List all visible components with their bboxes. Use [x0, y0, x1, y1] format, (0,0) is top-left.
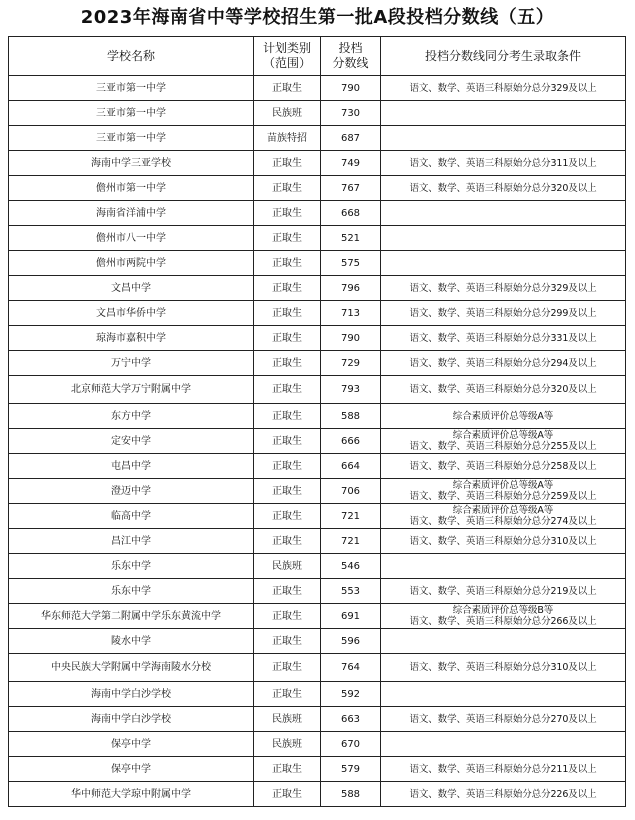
table-row — [9, 654, 626, 682]
school-name-cell: 三亚市第一中学 — [9, 76, 254, 101]
condition-line: 语文、数学、英语三科原始分总分329及以上 — [409, 82, 597, 94]
table-row — [9, 301, 626, 326]
school-name-cell: 海南省洋浦中学 — [9, 201, 254, 226]
score-cell: 793 — [321, 376, 381, 404]
table-row — [9, 732, 626, 757]
plan-type-cell: 正取生 — [254, 201, 321, 226]
table-row — [9, 101, 626, 126]
condition-cell — [381, 604, 626, 629]
plan-type-cell: 正取生 — [254, 529, 321, 554]
condition-line: 语文、数学、英语三科原始分总分226及以上 — [409, 788, 597, 800]
condition-cell — [381, 707, 626, 732]
plan-type-cell: 正取生 — [254, 504, 321, 529]
condition-cell — [381, 757, 626, 782]
score-cell: 691 — [321, 604, 381, 629]
plan-type-cell: 民族班 — [254, 732, 321, 757]
condition-cell — [381, 579, 626, 604]
condition-cell — [381, 301, 626, 326]
condition-cell — [381, 226, 626, 251]
plan-type-cell: 正取生 — [254, 351, 321, 376]
plan-type-cell: 正取生 — [254, 654, 321, 682]
header-score-line1: 投档 — [338, 41, 363, 55]
score-cell: 668 — [321, 201, 381, 226]
school-name-cell: 万宁中学 — [9, 351, 254, 376]
header-school: 学校名称 — [9, 37, 254, 76]
table-row — [9, 479, 626, 504]
score-cell: 666 — [321, 429, 381, 454]
condition-cell — [381, 126, 626, 151]
plan-type-cell: 正取生 — [254, 251, 321, 276]
score-cell: 592 — [321, 682, 381, 707]
score-cell: 729 — [321, 351, 381, 376]
score-cell: 790 — [321, 326, 381, 351]
score-cell: 790 — [321, 76, 381, 101]
condition-line: 语文、数学、英语三科原始分总分219及以上 — [409, 585, 597, 597]
school-name-cell: 乐东中学 — [9, 579, 254, 604]
school-name-cell: 海南中学白沙学校 — [9, 707, 254, 732]
condition-line: 语文、数学、英语三科原始分总分329及以上 — [409, 282, 597, 294]
header-type-line1: 计划类别 — [262, 41, 311, 55]
plan-type-cell: 正取生 — [254, 454, 321, 479]
condition-cell — [381, 629, 626, 654]
plan-type-cell: 正取生 — [254, 404, 321, 429]
school-name-cell: 儋州市第一中学 — [9, 176, 254, 201]
page-title: 2023年海南省中等学校招生第一批A段投档分数线（五） — [80, 7, 555, 28]
table-row — [9, 454, 626, 479]
table-row — [9, 151, 626, 176]
school-name-cell: 海南中学白沙学校 — [9, 682, 254, 707]
condition-cell — [381, 504, 626, 529]
plan-type-cell: 正取生 — [254, 682, 321, 707]
condition-line: 语文、数学、英语三科原始分总分270及以上 — [409, 713, 597, 725]
score-cell: 721 — [321, 529, 381, 554]
condition-line: 语文、数学、英语三科原始分总分211及以上 — [409, 763, 597, 775]
table-row — [9, 629, 626, 654]
table-row — [9, 251, 626, 276]
condition-line: 语文、数学、英语三科原始分总分259及以上 — [409, 491, 597, 502]
score-cell: 553 — [321, 579, 381, 604]
score-cell: 588 — [321, 404, 381, 429]
score-cell: 546 — [321, 554, 381, 579]
condition-cell — [381, 682, 626, 707]
table-row — [9, 176, 626, 201]
table-row — [9, 682, 626, 707]
score-cell: 713 — [321, 301, 381, 326]
condition-line: 综合素质评价总等级A等 — [452, 430, 554, 441]
condition-cell — [381, 732, 626, 757]
school-name-cell: 三亚市第一中学 — [9, 101, 254, 126]
plan-type-cell: 民族班 — [254, 707, 321, 732]
school-name-cell: 北京师范大学万宁附属中学 — [9, 376, 254, 404]
table-row — [9, 429, 626, 454]
plan-type-cell: 正取生 — [254, 76, 321, 101]
condition-cell — [381, 351, 626, 376]
plan-type-cell: 正取生 — [254, 629, 321, 654]
school-name-cell: 海南中学三亚学校 — [9, 151, 254, 176]
table-row — [9, 351, 626, 376]
plan-type-cell: 正取生 — [254, 376, 321, 404]
condition-cell — [381, 429, 626, 454]
table-row — [9, 404, 626, 429]
condition-cell — [381, 176, 626, 201]
table-row — [9, 782, 626, 807]
condition-line: 综合素质评价总等级A等 — [452, 410, 554, 422]
condition-line: 语文、数学、英语三科原始分总分299及以上 — [409, 307, 597, 319]
condition-line: 语文、数学、英语三科原始分总分331及以上 — [409, 332, 597, 344]
school-name-cell: 三亚市第一中学 — [9, 126, 254, 151]
condition-line: 语文、数学、英语三科原始分总分311及以上 — [409, 157, 597, 169]
plan-type-cell: 民族班 — [254, 101, 321, 126]
table-row — [9, 226, 626, 251]
condition-cell — [381, 101, 626, 126]
plan-type-cell: 正取生 — [254, 579, 321, 604]
condition-line: 综合素质评价总等级A等 — [452, 480, 554, 491]
plan-type-cell: 正取生 — [254, 276, 321, 301]
school-name-cell: 中央民族大学附属中学海南陵水分校 — [9, 654, 254, 682]
header-score — [321, 37, 381, 76]
table-row — [9, 579, 626, 604]
school-name-cell: 文昌中学 — [9, 276, 254, 301]
table-body — [9, 76, 626, 807]
school-name-cell: 保亭中学 — [9, 757, 254, 782]
school-name-cell: 华中师范大学琼中附属中学 — [9, 782, 254, 807]
score-cell: 764 — [321, 654, 381, 682]
header-condition: 投档分数线同分考生录取条件 — [381, 37, 626, 76]
school-name-cell: 保亭中学 — [9, 732, 254, 757]
condition-cell — [381, 276, 626, 301]
table-row — [9, 76, 626, 101]
header-type — [254, 37, 321, 76]
plan-type-cell: 正取生 — [254, 301, 321, 326]
header-row — [9, 37, 626, 76]
condition-line: 语文、数学、英语三科原始分总分258及以上 — [409, 460, 597, 472]
condition-cell — [381, 454, 626, 479]
school-name-cell: 琼海市嘉积中学 — [9, 326, 254, 351]
condition-line: 语文、数学、英语三科原始分总分294及以上 — [409, 357, 597, 369]
score-cell: 767 — [321, 176, 381, 201]
table-row — [9, 707, 626, 732]
condition-cell — [381, 529, 626, 554]
condition-line: 语文、数学、英语三科原始分总分310及以上 — [409, 535, 597, 547]
school-name-cell: 乐东中学 — [9, 554, 254, 579]
condition-cell — [381, 151, 626, 176]
condition-cell — [381, 76, 626, 101]
school-name-cell: 临高中学 — [9, 504, 254, 529]
condition-line: 综合素质评价总等级B等 — [452, 605, 554, 616]
condition-cell — [381, 654, 626, 682]
score-cell: 730 — [321, 101, 381, 126]
score-cell: 670 — [321, 732, 381, 757]
score-cell: 588 — [321, 782, 381, 807]
school-name-cell: 华东师范大学第二附属中学乐东黄流中学 — [9, 604, 254, 629]
header-score-line2: 分数线 — [332, 56, 369, 70]
condition-line: 语文、数学、英语三科原始分总分266及以上 — [409, 616, 597, 627]
condition-cell — [381, 404, 626, 429]
score-table — [8, 36, 626, 807]
table-row — [9, 201, 626, 226]
plan-type-cell: 正取生 — [254, 479, 321, 504]
condition-cell — [381, 479, 626, 504]
plan-type-cell: 正取生 — [254, 326, 321, 351]
score-cell: 796 — [321, 276, 381, 301]
condition-cell — [381, 326, 626, 351]
table-row — [9, 504, 626, 529]
table-row — [9, 126, 626, 151]
plan-type-cell: 苗族特招 — [254, 126, 321, 151]
score-cell: 596 — [321, 629, 381, 654]
condition-line: 语文、数学、英语三科原始分总分320及以上 — [409, 384, 597, 395]
school-name-cell: 儋州市两院中学 — [9, 251, 254, 276]
plan-type-cell: 正取生 — [254, 782, 321, 807]
score-cell: 663 — [321, 707, 381, 732]
condition-line: 语文、数学、英语三科原始分总分255及以上 — [409, 441, 597, 452]
table-row — [9, 326, 626, 351]
school-name-cell: 昌江中学 — [9, 529, 254, 554]
school-name-cell: 陵水中学 — [9, 629, 254, 654]
school-name-cell: 澄迈中学 — [9, 479, 254, 504]
table-row — [9, 376, 626, 404]
table-row — [9, 554, 626, 579]
plan-type-cell: 民族班 — [254, 554, 321, 579]
school-name-cell: 文昌市华侨中学 — [9, 301, 254, 326]
score-cell: 749 — [321, 151, 381, 176]
plan-type-cell: 正取生 — [254, 226, 321, 251]
score-cell: 687 — [321, 126, 381, 151]
school-name-cell: 屯昌中学 — [9, 454, 254, 479]
table-row — [9, 529, 626, 554]
score-cell: 579 — [321, 757, 381, 782]
score-cell: 575 — [321, 251, 381, 276]
condition-cell — [381, 782, 626, 807]
condition-line: 语文、数学、英语三科原始分总分274及以上 — [409, 516, 597, 527]
plan-type-cell: 正取生 — [254, 757, 321, 782]
condition-cell — [381, 376, 626, 404]
table-row — [9, 604, 626, 629]
condition-line: 语文、数学、英语三科原始分总分310及以上 — [409, 662, 597, 673]
header-type-line2: （范围） — [262, 56, 311, 70]
condition-line: 综合素质评价总等级A等 — [452, 505, 554, 516]
score-cell: 521 — [321, 226, 381, 251]
school-name-cell: 儋州市八一中学 — [9, 226, 254, 251]
plan-type-cell: 正取生 — [254, 151, 321, 176]
condition-line: 语文、数学、英语三科原始分总分320及以上 — [409, 182, 597, 194]
score-cell: 721 — [321, 504, 381, 529]
plan-type-cell: 正取生 — [254, 604, 321, 629]
table-row — [9, 276, 626, 301]
condition-cell — [381, 201, 626, 226]
condition-cell — [381, 554, 626, 579]
school-name-cell: 东方中学 — [9, 404, 254, 429]
plan-type-cell: 正取生 — [254, 429, 321, 454]
plan-type-cell: 正取生 — [254, 176, 321, 201]
score-cell: 664 — [321, 454, 381, 479]
condition-cell — [381, 251, 626, 276]
school-name-cell: 定安中学 — [9, 429, 254, 454]
table-row — [9, 757, 626, 782]
score-cell: 706 — [321, 479, 381, 504]
